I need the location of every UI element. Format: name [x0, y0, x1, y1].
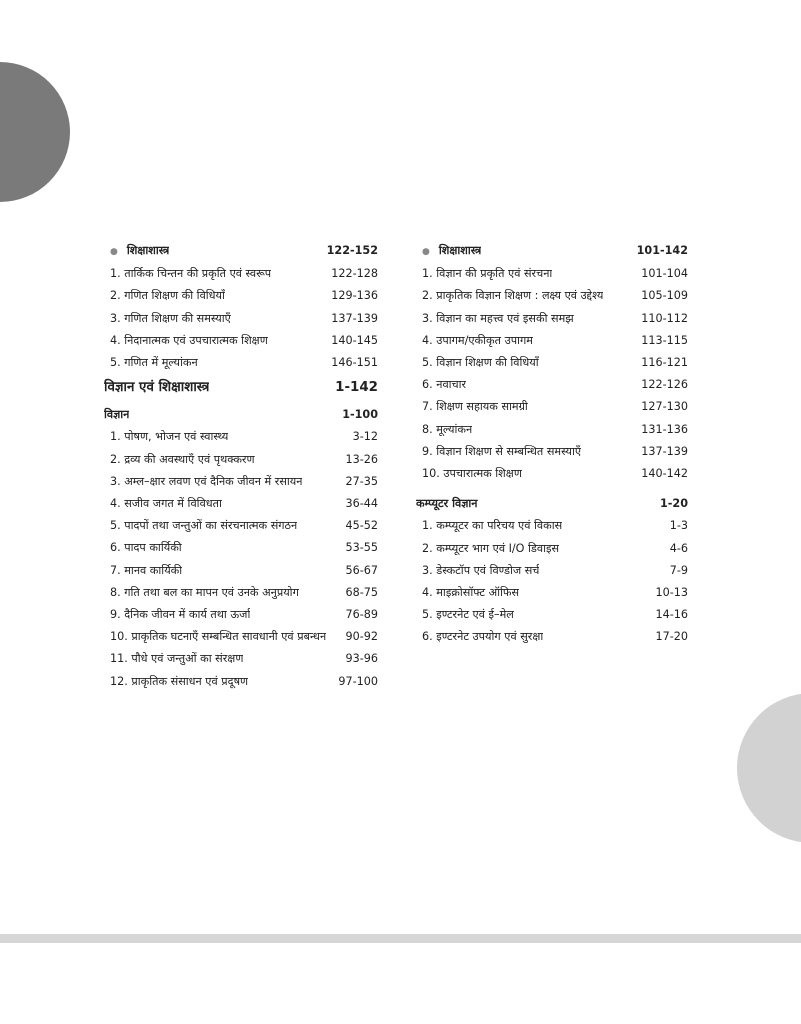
- toc-item-label: 6. नवाचार: [422, 378, 467, 392]
- toc-item: [416, 352, 688, 374]
- toc-item-label: 7. शिक्षण सहायक सामग्री: [422, 400, 528, 414]
- toc-item: [416, 463, 688, 485]
- toc-item: [104, 537, 378, 559]
- toc-item-label: 1. कम्प्यूटर का परिचय एवं विकास: [422, 519, 563, 533]
- toc-item-label: 3. अम्ल–क्षार लवण एवं दैनिक जीवन में रसायन: [110, 474, 303, 488]
- toc-item-pages: 137-139: [641, 444, 688, 458]
- toc-item-label: 2. गणित शिक्षण की विधियाँ: [110, 289, 225, 303]
- toc-item: [104, 582, 378, 604]
- toc-item: [104, 493, 378, 515]
- toc-item: [416, 263, 688, 285]
- toc-item: [104, 449, 378, 471]
- toc-item: [416, 560, 688, 582]
- decorative-circle-dark: [0, 62, 70, 202]
- toc-item-pages: 4-6: [669, 541, 688, 555]
- bullet-icon: ●: [422, 247, 430, 257]
- subsection-pages: 1-20: [660, 497, 688, 511]
- toc-item-pages: 101-104: [641, 267, 688, 281]
- toc-item-pages: 56-67: [345, 563, 378, 577]
- toc-item-label: 2. प्राकृतिक विज्ञान शिक्षण : लक्ष्य एवं उद्देश्य: [422, 289, 604, 303]
- toc-item: [104, 560, 378, 582]
- decorative-circle-light: [737, 693, 801, 843]
- toc-item: [104, 263, 378, 285]
- toc-item-pages: 97-100: [338, 674, 378, 688]
- toc-item: [104, 285, 378, 307]
- toc-item-pages: 140-145: [331, 333, 378, 347]
- toc-item-list: [416, 263, 688, 485]
- toc-item-pages: 7-9: [669, 563, 688, 577]
- toc-subsection-row: [416, 493, 688, 515]
- toc-left-column: [104, 240, 378, 693]
- toc-item-label: 8. गति तथा बल का मापन एवं उनके अनुप्रयोग: [110, 585, 299, 599]
- toc-item-pages: 14-16: [655, 608, 688, 622]
- toc-item-label: 2. द्रव्य की अवस्थाएँ एवं पृथक्करण: [110, 452, 255, 466]
- toc-subsection-row: [104, 404, 378, 426]
- toc-item: [104, 604, 378, 626]
- toc-item: [416, 396, 688, 418]
- toc-item-label: 10. उपचारात्मक शिक्षण: [422, 467, 522, 481]
- toc-item: [104, 426, 378, 448]
- toc-item-label: 5. गणित में मूल्यांकन: [110, 356, 198, 370]
- toc-item-pages: 45-52: [345, 519, 378, 533]
- subsection-title: विज्ञान: [104, 408, 130, 422]
- toc-item-label: 1. विज्ञान की प्रकृति एवं संरचना: [422, 267, 553, 281]
- toc-item-label: 4. सजीव जगत में विविधता: [110, 497, 222, 511]
- toc-item-pages: 127-130: [641, 400, 688, 414]
- toc-item: [416, 604, 688, 626]
- toc-item: [416, 441, 688, 463]
- toc-item-pages: 36-44: [345, 497, 378, 511]
- toc-item-label: 8. मूल्यांकन: [422, 422, 473, 436]
- toc-item-pages: 105-109: [641, 289, 688, 303]
- toc-item: [104, 671, 378, 693]
- toc-item-pages: 110-112: [641, 311, 688, 325]
- toc-heading-row: [104, 374, 378, 402]
- toc-item-label: 1. पोषण, भोजन एवं स्वास्थ्य: [110, 430, 229, 444]
- toc-item-pages: 68-75: [345, 585, 378, 599]
- toc-item-pages: 93-96: [345, 652, 378, 666]
- toc-item-list: [104, 426, 378, 692]
- toc-item: [416, 419, 688, 441]
- toc-item-label: 3. गणित शिक्षण की समस्याएँ: [110, 311, 231, 325]
- toc-right-column: [416, 240, 688, 649]
- toc-item-pages: 137-139: [331, 311, 378, 325]
- toc-item-label: 1. तार्किक चिन्तन की प्रकृति एवं स्वरूप: [110, 267, 272, 281]
- toc-item-label: 2. कम्प्यूटर भाग एवं I/O डिवाइस: [422, 541, 560, 555]
- toc-item: [416, 626, 688, 648]
- toc-item: [416, 285, 688, 307]
- heading-pages: 1-142: [335, 380, 378, 396]
- toc-item-pages: 90-92: [345, 630, 378, 644]
- toc-item-pages: 1-3: [669, 519, 688, 533]
- toc-item-label: 4. उपागम/एकीकृत उपागम: [422, 333, 533, 347]
- section-pages: 122-152: [326, 244, 378, 257]
- toc-item-label: 6. पादप कार्यिकी: [110, 541, 182, 555]
- toc-item: [104, 352, 378, 374]
- toc-item-label: 5. इण्टरनेट एवं ई–मेल: [422, 608, 514, 622]
- section-pages: 101-142: [636, 244, 688, 257]
- toc-item-label: 9. दैनिक जीवन में कार्य तथा ऊर्जा: [110, 608, 251, 622]
- toc-item-label: 3. विज्ञान का महत्त्व एवं इसकी समझ: [422, 311, 574, 325]
- toc-item-label: 6. इण्टरनेट उपयोग एवं सुरक्षा: [422, 630, 544, 644]
- toc-item-label: 7. मानव कार्यिकी: [110, 563, 183, 577]
- toc-item-pages: 131-136: [641, 422, 688, 436]
- subsection-pages: 1-100: [342, 408, 378, 422]
- toc-item-label: 3. डेस्कटॉप एवं विण्डोज सर्च: [422, 563, 540, 577]
- toc-item-label: 4. निदानात्मक एवं उपचारात्मक शिक्षण: [110, 333, 268, 347]
- toc-item: [416, 538, 688, 560]
- toc-item-label: 5. पादपों तथा जन्तुओं का संरचनात्मक संगठन: [110, 519, 298, 533]
- toc-item-pages: 10-13: [655, 586, 688, 600]
- toc-item: [416, 330, 688, 352]
- toc-item: [416, 582, 688, 604]
- footer-band: [0, 934, 801, 943]
- toc-item-list: [416, 515, 688, 648]
- toc-section-row: [416, 240, 688, 263]
- section-title: शिक्षाशास्त्र: [438, 244, 482, 257]
- toc-item-pages: 17-20: [655, 630, 688, 644]
- subsection-title: कम्प्यूटर विज्ञान: [416, 497, 478, 511]
- toc-item: [104, 308, 378, 330]
- toc-item-pages: 13-26: [345, 452, 378, 466]
- toc-item: [104, 330, 378, 352]
- toc-item-pages: 122-126: [641, 378, 688, 392]
- toc-item-pages: 53-55: [345, 541, 378, 555]
- section-title: शिक्षाशास्त्र: [126, 244, 170, 257]
- heading-title: विज्ञान एवं शिक्षाशास्त्र: [104, 380, 210, 396]
- bullet-icon: ●: [110, 247, 118, 257]
- toc-item-label: 9. विज्ञान शिक्षण से सम्बन्धित समस्याएँ: [422, 444, 582, 458]
- toc-item-label: 4. माइक्रोसॉफ्ट ऑफिस: [422, 586, 520, 600]
- toc-item-pages: 3-12: [352, 430, 378, 444]
- toc-item-label: 10. प्राकृतिक घटनाएँ सम्बन्धित सावधानी एवं प्रबन्धन: [110, 630, 327, 644]
- toc-section-row: [104, 240, 378, 263]
- toc-item-pages: 27-35: [345, 474, 378, 488]
- toc-item: [104, 648, 378, 670]
- toc-item-pages: 113-115: [641, 333, 688, 347]
- toc-item-list: [104, 263, 378, 374]
- toc-item-pages: 140-142: [641, 467, 688, 481]
- toc-item-pages: 76-89: [345, 608, 378, 622]
- toc-item-label: 5. विज्ञान शिक्षण की विधियाँ: [422, 356, 539, 370]
- toc-item: [104, 626, 378, 648]
- toc-item: [104, 471, 378, 493]
- toc-item: [104, 515, 378, 537]
- toc-item: [416, 308, 688, 330]
- toc-item: [416, 515, 688, 537]
- toc-item-pages: 146-151: [331, 356, 378, 370]
- toc-item-pages: 116-121: [641, 356, 688, 370]
- toc-item-pages: 122-128: [331, 267, 378, 281]
- toc-item-pages: 129-136: [331, 289, 378, 303]
- toc-item: [416, 374, 688, 396]
- toc-item-label: 11. पौधे एवं जन्तुओं का संरक्षण: [110, 652, 244, 666]
- toc-item-label: 12. प्राकृतिक संसाधन एवं प्रदूषण: [110, 674, 249, 688]
